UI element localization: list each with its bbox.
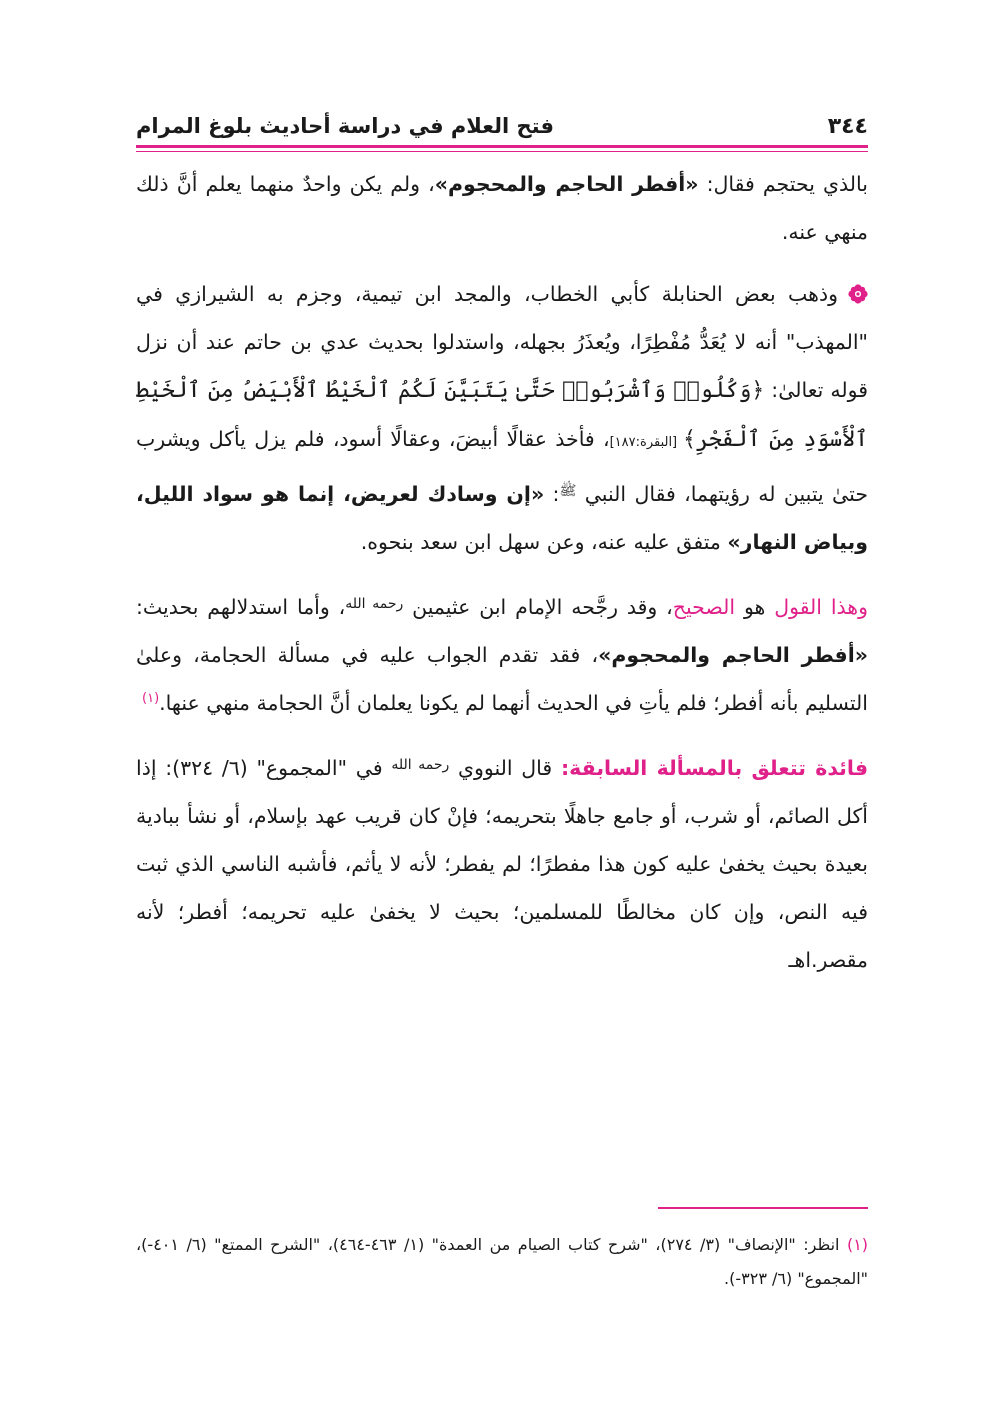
footnote — [136, 1228, 868, 1296]
footnote-text: انظر: "الإنصاف" (٣/ ٢٧٤)، "شرح كتاب الصيام من العمدة" (١/ ٤٦٣-٤٦٤)، "الشرح الممتع" (٦/ ٤٠١-)، "المجموع" (٦/ ٣٢٣-). — [136, 1235, 868, 1288]
verse-reference: [البقرة:١٨٧] — [609, 435, 683, 450]
honorific-salawat: ﷺ — [559, 483, 577, 499]
text: وذهب بعض الحنابلة كأبي الخطاب، والمجد ابن تيمية، وجزم به الشيرازي في — [136, 282, 838, 306]
paragraph-2 — [136, 270, 868, 566]
paragraph-3 — [136, 580, 868, 727]
ruling-label: وهذا القول — [774, 595, 868, 619]
honorific-rahimahullah: رحمه الله — [391, 757, 450, 773]
hadith-quote: «أفطر الحاجم والمحجوم» — [434, 172, 699, 196]
paragraph-1 — [136, 160, 868, 256]
header-rule-thick — [136, 145, 868, 148]
text: ، فقد تقدم الجواب عليه في مسألة الحجامة، وعلىٰ التسليم بأنه أفطر؛ فلم يأتِ في الحديث أنهما لم يكونا يعلمان أنَّ الحجامة منهي عنها. — [136, 643, 868, 715]
text: ، وأما استدلالهم بحديث: — [136, 595, 346, 619]
text: ، ولم يكن واحدٌ منهما يعلم أنَّ ذلك منهي عنه. — [136, 172, 868, 244]
text: ، وقد رجَّحه الإمام ابن عثيمين — [403, 595, 673, 619]
text: في "المجموع" (٦/ ٣٢٤): إذا أكل الصائم، أو شرب، أو جامع جاهلًا بتحريمه؛ فإنْ كان قريب عهد بإسلام، أو نشأ ببادية بعيدة بحيث يخفىٰ عليه كون هذا مفطرًا؛ لم يفطر؛ لأنه لا يأثم، فأشبه الناسي الذي ثبت فيه النص، وإن كان مخالطًا للمسلمين؛ بحيث لا يخفىٰ عليه تحريمه؛ أفطر؛ لأنه مقصر.اهـ — [136, 756, 868, 972]
page-body — [136, 160, 868, 984]
text: أنه لا يُعَدُّ مُفْطِرًا، ويُعذَرُ بجهله، واستدلوا بحديث عدي بن حاتم عند أن نزل قوله تعالىٰ: — [136, 330, 868, 402]
page-header — [136, 108, 868, 148]
flower-icon — [848, 284, 868, 304]
quran-verse: ﴿وَكُلُوا۟ وَٱشْرَبُوا۟ حَتَّىٰ يَتَبَيَّنَ لَكُمُ ٱلْخَيْطُ ٱلْأَبْيَضُ مِنَ ٱلْخَيْطِ ٱلْأَسْوَدِ مِنَ ٱلْفَجْرِ﴾ — [136, 378, 868, 452]
book-title: فتح العلام في دراسة أحاديث بلوغ المرام — [136, 114, 554, 138]
paragraph-4 — [136, 741, 868, 984]
text: متفق عليه عنه، وعن سهل ابن سعد بنحوه. — [360, 530, 728, 554]
footnote-divider — [658, 1207, 868, 1209]
text: بالذي يحتجم فقال: — [698, 172, 868, 196]
header-rule-thin — [136, 151, 868, 152]
page-number: ٣٤٤ — [827, 114, 868, 139]
ruling-sahih: الصحيح — [672, 595, 736, 619]
honorific-rahimahullah: رحمه الله — [345, 596, 404, 612]
book-name: "المهذب" — [785, 330, 868, 354]
hadith-quote: «إن وسادك لعريض، إنما هو سواد الليل، وبياض النهار» — [136, 482, 868, 554]
text: هو — [735, 595, 775, 619]
footnote-marker[interactable]: (١) — [142, 691, 160, 707]
benefit-label: فائدة تتعلق بالمسألة السابقة: — [560, 756, 869, 780]
text: قال النووي — [449, 756, 561, 780]
text: ، فأخذ عقالًا أبيضَ، وعقالًا أسود، فلم يزل يأكل ويشرب حتىٰ يتبين له رؤيتهما، فقال النبي — [136, 427, 869, 506]
hadith-quote: «أفطر الحاجم والمحجوم» — [598, 643, 868, 667]
text: : — [544, 482, 560, 506]
footnote-number: (١) — [846, 1235, 869, 1254]
